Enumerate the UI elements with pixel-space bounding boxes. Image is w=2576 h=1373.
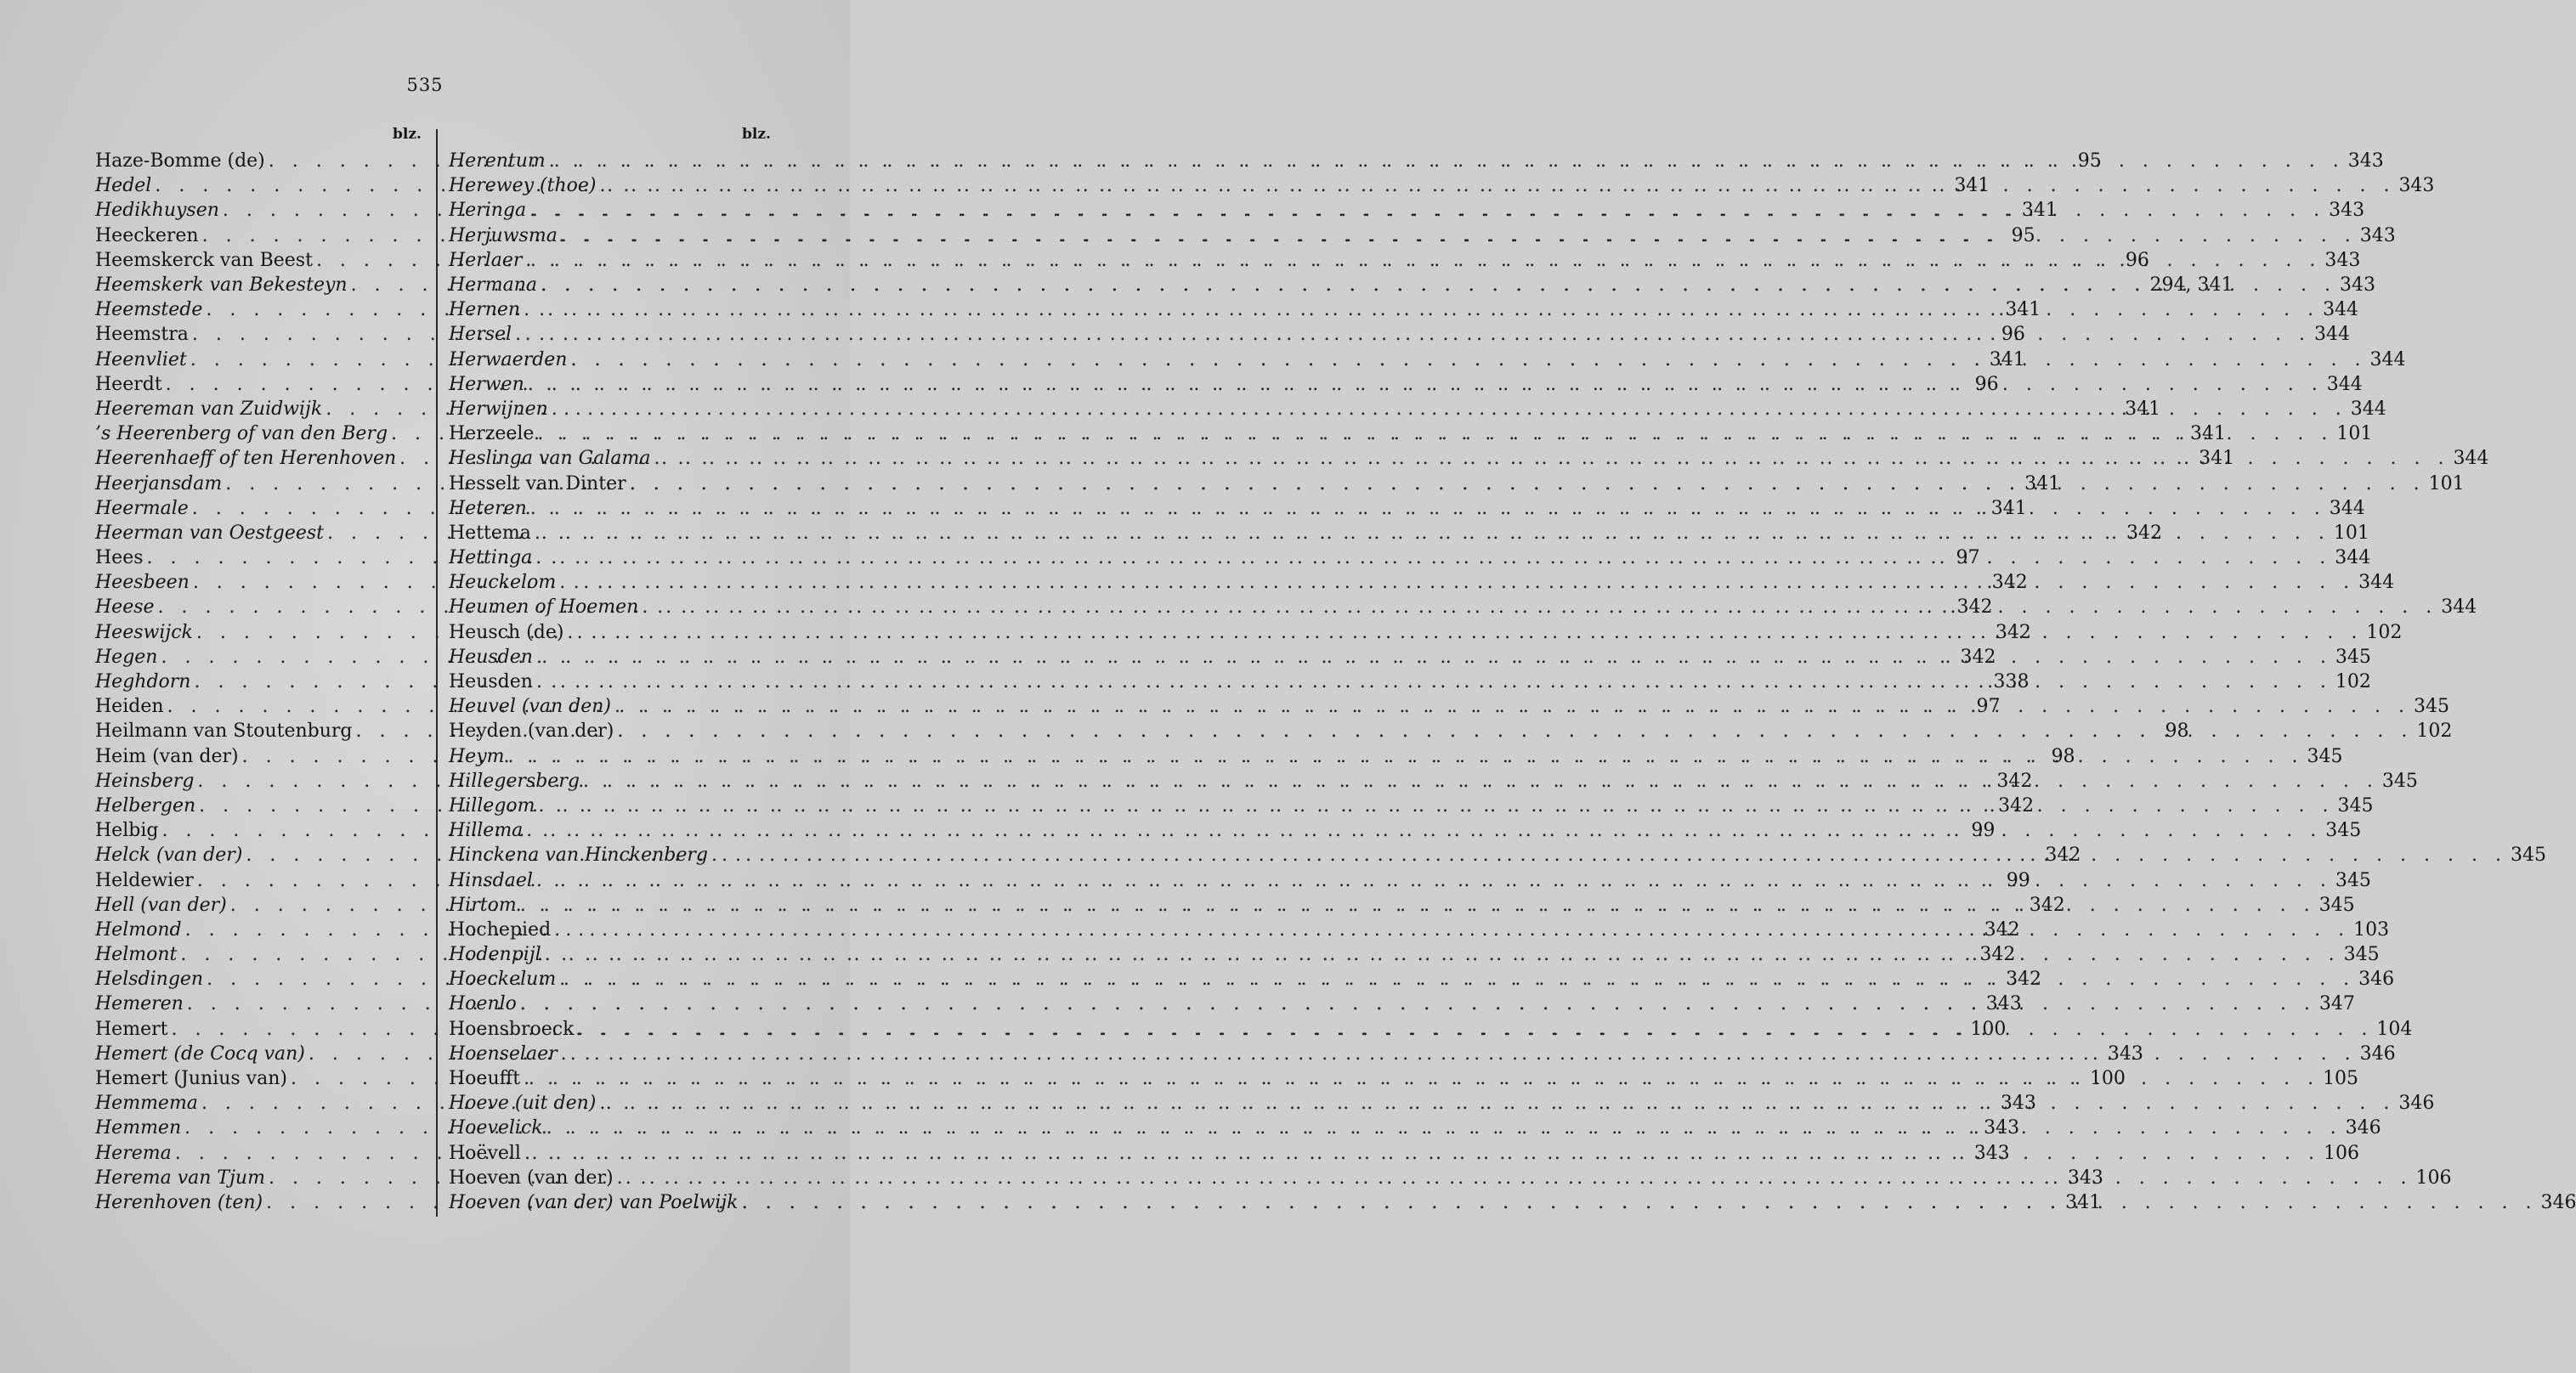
dot-leader [558, 223, 2357, 248]
dot-leader [738, 1190, 2537, 1215]
entry-name: Heusden [449, 671, 533, 693]
entry-page: 102 [2416, 720, 2453, 743]
entry-page: 343 [2000, 1093, 2036, 1115]
entry-name: Herwaerden [449, 348, 568, 370]
entry-name: Hillegom [449, 794, 535, 816]
entry-page: 342 [1960, 646, 1996, 668]
entry-page: 344 [2453, 448, 2489, 470]
entry-page: 341 [2005, 299, 2041, 321]
entry-page: 343 [2107, 1042, 2143, 1065]
entry-page: 343 [2347, 150, 2384, 172]
dot-leader [614, 1166, 2413, 1190]
entry-page: 96 [1974, 373, 1999, 395]
entry-page: 343 [1984, 1117, 2020, 1139]
entry-page: 342 [2006, 969, 2042, 991]
entry-name: Heerman van Oestgeest [95, 522, 325, 544]
entry-name: Heghdorn [95, 671, 191, 693]
entry-name: Herema [95, 1142, 172, 1164]
entry-name: Heerdt [95, 373, 162, 395]
dot-leader [611, 694, 2410, 719]
entry-name: Helsdingen [95, 969, 204, 991]
entry-page: 344 [2314, 324, 2351, 346]
entry-page: 102 [2335, 671, 2371, 693]
dot-leader [520, 1066, 2319, 1091]
entry-name: Herzeele [449, 423, 535, 445]
entry-name: Herentum [449, 150, 546, 172]
entry-page: 341 [2065, 1191, 2102, 1213]
entry-name: Heusden [449, 646, 533, 668]
entry-name: Heym [449, 745, 505, 767]
entry-page: 345 [2325, 820, 2362, 842]
entry-name: Herwijnen [449, 398, 548, 420]
entry-page: 106 [2323, 1142, 2359, 1164]
entry-page: 96 [2001, 324, 2025, 346]
dot-leader [574, 1017, 2373, 1042]
entry-page: 346 [2359, 1042, 2396, 1065]
entry-page: 98 [2051, 745, 2075, 767]
entry-name: Heese [95, 596, 155, 619]
dot-leader [546, 149, 2345, 173]
entry-page: 342 [1995, 621, 2031, 643]
page-number: 535 [406, 75, 444, 95]
dot-leader [523, 818, 2322, 843]
entry-page: 344 [2369, 348, 2406, 370]
entry-page: 343 [2398, 175, 2435, 197]
entry-page: 344 [2441, 596, 2477, 619]
entry-name: Hirtom [449, 894, 517, 916]
entry-name: Herwen [449, 373, 524, 395]
entry-name: Heim (van der) [95, 745, 239, 767]
entry-page: 341 [1954, 175, 1990, 197]
entry-page: 345 [2337, 794, 2374, 816]
entry-page: 345 [2510, 845, 2546, 867]
dot-leader [638, 595, 2437, 619]
entry-name: Hoëvell [449, 1142, 521, 1164]
entry-name: Heiden [95, 696, 164, 718]
entry-page: 345 [2335, 646, 2371, 668]
entry-name: Hell (van der) [95, 894, 227, 916]
entry-page: 103 [2353, 918, 2390, 941]
entry-page: 342 [2045, 845, 2081, 867]
entry-name: Haze-Bomme (de) [95, 150, 265, 172]
dot-leader [556, 570, 2355, 595]
dot-leader [520, 297, 2319, 322]
entry-name: Hoeufft [449, 1068, 521, 1090]
dot-leader [505, 744, 2304, 769]
entry-name: Hettinga [449, 547, 533, 569]
entry-name: Heteren [449, 497, 527, 519]
dot-leader [522, 248, 2321, 273]
entry-name: Helbig [95, 820, 159, 842]
entry-name: Hettema [449, 522, 531, 544]
dot-leader [563, 620, 2363, 645]
entry-name: Hees [95, 547, 144, 569]
entry-name: Hoensbroeck [449, 1018, 575, 1040]
entry-page: 95 [2011, 224, 2035, 246]
entry-page: 101 [2336, 423, 2373, 445]
entry-name: ’s Heerenberg of van den Berg [95, 423, 388, 445]
entry-name: Hegen [95, 646, 158, 668]
dot-leader [512, 322, 2311, 347]
entry-name: Hoeve (uit den) [449, 1093, 597, 1115]
entry-page: 344 [2329, 497, 2365, 519]
entry-page: 97 [1976, 696, 2001, 718]
entry-page: 345 [2343, 944, 2380, 966]
entry-name: Helmont [95, 944, 178, 966]
entry-name: Heinsberg [95, 770, 195, 792]
entry-name: Heuckelom [449, 572, 557, 594]
dot-leader [517, 893, 2316, 918]
entry-page: 344 [2335, 547, 2371, 569]
entry-page: 102 [2366, 621, 2403, 643]
entry-name: Hermana [449, 274, 537, 297]
entry-name: Hochepied [449, 918, 552, 941]
entry-page: 341 [1989, 348, 2025, 370]
entry-name: Hoevelick [449, 1117, 543, 1139]
entry-name: Hodenpijl [449, 944, 541, 966]
entry-name: Heeswijck [95, 621, 193, 643]
entry-name: Hoeven (van der) [449, 1167, 614, 1189]
entry-name: Hernen [449, 299, 521, 321]
entry-page: 106 [2415, 1167, 2452, 1189]
entry-name: Heusch (de) [449, 621, 564, 643]
dot-leader [558, 1042, 2357, 1066]
entry-name: Heesbeen [95, 572, 190, 594]
entry-name: Heemskerk van Bekesteyn [95, 274, 348, 297]
entry-name: Hersel [449, 324, 512, 346]
entry-name: Hinsdael [449, 869, 533, 891]
entry-name: Heerjansdam [95, 472, 223, 494]
dot-leader [614, 719, 2413, 743]
entry-name: Hemert (de Cocq van) [95, 1042, 305, 1065]
dot-leader [626, 472, 2426, 496]
dot-leader [708, 843, 2507, 867]
entry-name: Hedel [95, 175, 152, 197]
entry-name: Helbergen [95, 794, 196, 816]
entry-name: Herema van Tjum [95, 1167, 265, 1189]
entry-name: Herlaer [449, 249, 523, 271]
entry-name: Hemert [95, 1018, 168, 1040]
entry-name: Heemstra [95, 324, 189, 346]
entry-page: 101 [2428, 472, 2465, 494]
entry-page: 342 [1996, 770, 2033, 792]
entry-page: 341 [2199, 448, 2235, 470]
entry-page: 342 [1998, 794, 2035, 816]
entry-page: 104 [2376, 1018, 2413, 1040]
entry-page: 100 [1970, 1018, 2007, 1040]
entry-name: Hemeren [95, 993, 184, 1015]
entry-name: Hoenselaer [449, 1042, 558, 1065]
entry-name: Hillema [449, 820, 524, 842]
entry-name: Hemmen [95, 1117, 182, 1139]
dot-leader [533, 645, 2332, 670]
entry-page: 346 [2540, 1191, 2576, 1213]
left-column-header: blz. [393, 126, 422, 143]
entry-name: Heumen of Hoemen [449, 596, 639, 619]
entry-name: Hemmema [95, 1093, 198, 1115]
entry-page: 345 [2318, 894, 2355, 916]
entry-name: Hesselt van Dinter [449, 472, 626, 494]
entry-name: Hemert (Junius van) [95, 1068, 287, 1090]
entry-name: Herjuwsma [449, 224, 558, 246]
entry-page: 344 [2350, 398, 2386, 420]
entry-page: 346 [2345, 1117, 2381, 1139]
entry-page: 341 [1990, 497, 2027, 519]
entry-page: 344 [2323, 299, 2359, 321]
entry-page: 96 [2125, 249, 2149, 271]
entry-name: Heemskerck van Beest [95, 249, 313, 271]
entry-name: Heermale [95, 497, 189, 519]
dot-leader [650, 446, 2449, 471]
entry-name: Heslinga van Galama [449, 448, 651, 470]
entry-name: Helck (van der) [95, 845, 243, 867]
entry-name: Heilmann van Stoutenburg [95, 720, 353, 743]
entry-name: Hillegersberg [449, 770, 580, 792]
entry-page: 341 [2021, 200, 2058, 222]
dot-leader [527, 496, 2326, 521]
entry-page: 294, 341 [2149, 274, 2233, 297]
dot-leader [533, 670, 2332, 694]
entry-page: 97 [1956, 547, 1980, 569]
dot-leader [567, 347, 2366, 372]
dot-leader [526, 198, 2325, 223]
dot-leader [548, 397, 2347, 421]
dot-leader [524, 372, 2324, 397]
entry-name: Heuvel (van den) [449, 696, 611, 718]
entry-name: Hoeven (van der) van Poelwijk [449, 1191, 739, 1213]
entry-name: Heldewier [95, 869, 194, 891]
entry-page: 95 [2077, 150, 2102, 172]
dot-leader [596, 1091, 2395, 1116]
entry-page: 338 [1993, 671, 2030, 693]
entry-page: 342 [1991, 572, 2028, 594]
entry-page: 99 [1971, 820, 1996, 842]
entry-page: 343 [2339, 274, 2375, 297]
entry-name: Heyden (van der) [449, 720, 614, 743]
entry-page: 343 [2359, 224, 2396, 246]
entry-page: 344 [2358, 572, 2395, 594]
entry-page: 105 [2323, 1068, 2359, 1090]
right-column-header: blz. [742, 126, 771, 143]
entry-name: Herenhoven (ten) [95, 1191, 263, 1213]
dot-leader [541, 942, 2341, 967]
dot-leader [517, 992, 2316, 1016]
entry-page: 341 [2125, 398, 2161, 420]
entry-name: Herewey (thoe) [449, 175, 597, 197]
entry-page: 100 [2089, 1068, 2126, 1090]
entry-page: 347 [2318, 993, 2355, 1015]
entry-page: 344 [2326, 373, 2363, 395]
entry-page: 342 [1956, 596, 1993, 619]
dot-leader [533, 868, 2332, 893]
dot-leader [531, 521, 2330, 545]
entry-page: 342 [2029, 894, 2065, 916]
entry-page: 99 [2006, 869, 2030, 891]
entry-page: 343 [2324, 249, 2361, 271]
entry-page: 342 [2126, 522, 2162, 544]
entry-page: 346 [2358, 969, 2395, 991]
dot-leader [543, 1116, 2342, 1140]
entry-name: Hinckena van Hinckenberg [449, 845, 708, 867]
entry-page: 98 [2165, 720, 2189, 743]
entry-page: 345 [2307, 745, 2343, 767]
entry-page: 341 [2190, 423, 2227, 445]
entry-name: Helmond [95, 918, 182, 941]
entry-page: 345 [2335, 869, 2371, 891]
dot-leader [535, 794, 2335, 818]
entry-name: Heerenhaeff of ten Herenhoven [95, 448, 397, 470]
dot-leader [532, 545, 2331, 570]
entry-page: 342 [1979, 944, 2016, 966]
dot-leader [537, 273, 2336, 297]
entry-name: Heringa [449, 200, 527, 222]
dot-leader [534, 421, 2333, 446]
entry-page: 343 [2329, 200, 2365, 222]
entry-page: 101 [2333, 522, 2369, 544]
entry-page: 343 [1973, 1142, 2010, 1164]
entry-page: 345 [2381, 770, 2418, 792]
entry-name: Heenvliet [95, 348, 187, 370]
entry-name: Hoeckelum [449, 969, 557, 991]
entry-page: 345 [2413, 696, 2449, 718]
entry-name: Heeckeren [95, 224, 199, 246]
entry-name: Hedikhuysen [95, 200, 219, 222]
dot-leader [551, 918, 2350, 942]
entry-page: 341 [2024, 472, 2061, 494]
dot-leader [556, 967, 2355, 992]
entry-page: 343 [1985, 993, 2022, 1015]
entry-name: Heemstede [95, 299, 203, 321]
entry-name: Heereman van Zuidwijk [95, 398, 323, 420]
dot-leader [596, 173, 2395, 198]
entry-page: 343 [2067, 1167, 2103, 1189]
dot-leader [521, 1141, 2320, 1166]
entry-page: 346 [2398, 1093, 2435, 1115]
entry-name: Hoenlo [449, 993, 517, 1015]
dot-leader [580, 769, 2379, 794]
entry-page: 342 [1984, 918, 2020, 941]
